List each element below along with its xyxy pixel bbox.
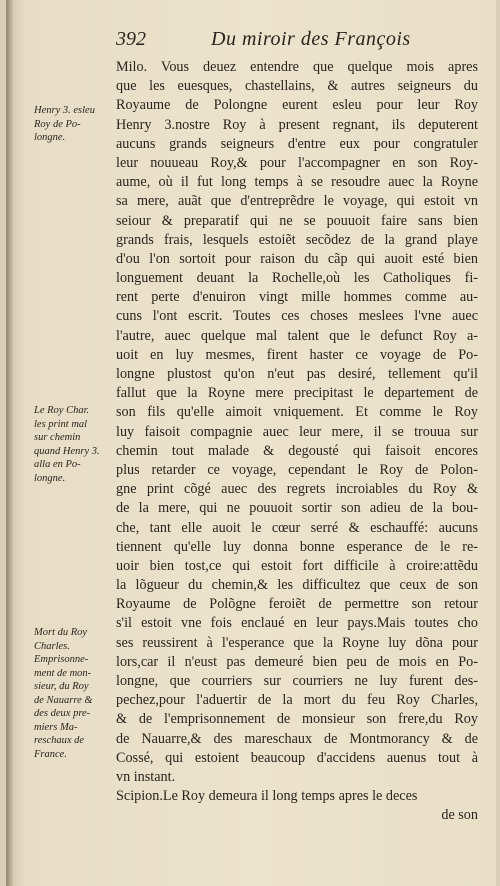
body-line: Henry 3.nostre Roy à present regnant, ils deputerent: [116, 116, 478, 133]
body-line: Milo. Vous deuez entendre que quelque mois apres: [116, 59, 478, 75]
book-page: [6, 0, 496, 886]
body-line: chemin tout malade & degousté qui faisoit encores: [116, 442, 478, 459]
margin-note-line: reschaux de: [34, 735, 85, 746]
body-line: seiour & preparatif qui ne se pouuoit faire sans bien: [116, 212, 478, 229]
body-line: uoit en luy mesmes, firent haster ce voyage de Po-: [116, 346, 478, 363]
margin-note-line: Emprisonne-: [34, 654, 89, 665]
body-line: son fils qu'elle aimoit vniquement. Et comme le Roy: [116, 404, 478, 421]
body-line: d'ou l'on sortoit pour raison du cãp qui auoit esté bien: [116, 250, 478, 267]
body-line: rent perte d'enuiron vingt mille hommes comme au-: [116, 289, 478, 306]
margin-note-line: Mort du Roy: [34, 627, 88, 638]
body-line: cuns l'ont escrit. Toutes ces choses meslees l'vne auec: [116, 308, 478, 325]
body-line: sa mere, auãt que d'entreprẽdre le voyage, qui estoit vn: [116, 193, 478, 210]
body-text: [116, 58, 478, 826]
margin-note-line: quand Henry 3.: [34, 445, 100, 457]
body-line: uoir bien tost,ce qui estoit fort difficile à croire:attẽdu: [116, 557, 478, 574]
body-line: de la mere, qui ne pouuoit sortir son adieu de la bou-: [116, 500, 478, 517]
margin-note-line: Henry 3. esleu: [34, 105, 95, 116]
margin-note-line: de Nauarre &: [34, 694, 93, 706]
margin-note-line: longne.: [34, 132, 66, 143]
body-line: que les euesques, chastellains, & autres seigneurs du: [116, 78, 478, 95]
body-line: longne plustost qu'on n'eut pas desiré, tellement qu'il: [116, 366, 478, 382]
body-line: la lõgueur du chemin,& les difficultez que ceux de son: [116, 577, 478, 594]
margin-note-line: ment de mon-: [34, 667, 92, 679]
body-line: lors,car il n'eust pas demeuré bien peu de mois en Po-: [116, 653, 478, 670]
body-line: tiennent qu'elle luy donna bonne esperance de le re-: [116, 538, 478, 555]
body-line: luy faisoit compagnie auec leur mere, il se trouua sur: [116, 423, 478, 440]
margin-note-line: longne.: [34, 472, 66, 484]
body-line: grands frais, lesquels estoiẽt secõdez de la grand playe: [116, 231, 478, 248]
body-line: l'autre, auec quelque mal talent que le defunct Roy a-: [116, 327, 478, 344]
running-head: Du miroir des François: [211, 28, 411, 50]
body-line: Royaume de Polõgne feroiẽt de permettre son retour: [116, 596, 478, 613]
margin-note-line: Charles.: [34, 640, 70, 652]
page-gutter: [6, 0, 13, 886]
body-line: de Nauarre,& des mareschaux de Montmorancy & de: [116, 730, 478, 747]
margin-note-line: miers Ma-: [34, 721, 78, 733]
body-line: leur nouueau Roy,& pour l'accompagner en son Roy-: [116, 154, 478, 171]
body-line: ses reussirent à l'esperance que la Royne luy dõna pour: [116, 634, 478, 651]
margin-note-line: Roy de Po-: [34, 118, 81, 130]
body-line: fallut que la Royne mere precipitast le departement de: [116, 385, 478, 402]
margin-note-death-of-charles: [34, 626, 114, 761]
margin-note-line: alla en Po-: [34, 459, 81, 470]
body-line: vn instant.: [116, 768, 176, 785]
body-line: s'il estoit vne fois enclaué en leur pays.Mais toutes cho: [116, 615, 478, 632]
body-line: longne, que courriers sur courriers ne luy furent des-: [116, 673, 478, 689]
margin-note-henry-elected: [34, 104, 114, 145]
body-line: de son: [441, 807, 478, 824]
body-line: longuement deuant la Rochelle,où les Catholiques fi-: [116, 270, 478, 287]
margin-note-line: les print mal: [34, 418, 88, 430]
body-line: aucuns grands seigneurs d'entre eux pour congratuler: [116, 135, 478, 152]
page-number: 392: [116, 28, 146, 50]
body-line: pechez,pour l'aduertir de la mort du feu Roy Charles,: [116, 692, 478, 709]
margin-note-king-charles-ill: [34, 404, 114, 485]
margin-note-line: sieur, du Roy: [34, 681, 89, 692]
margin-note-line: France.: [34, 748, 67, 760]
body-line: Scipion.Le Roy demeura il long temps apres le deces: [116, 788, 418, 805]
margin-note-line: des deux pre-: [34, 708, 91, 719]
body-line: aume, où il fut long temps à se resoudre auec la Royne: [116, 174, 478, 191]
body-line: gne print cõgé auec des regrets incroiables du Roy &: [116, 481, 478, 498]
margin-note-line: sur chemin: [34, 432, 81, 443]
body-line: & de l'emprisonnement de monsieur son frere,du Roy: [116, 711, 478, 728]
body-line: che, tant elle auoit le cœur serré & eschauffé: aucuns: [116, 519, 478, 536]
body-line: Cossé, qui estoient beaucoup d'accidens auenus tout à: [116, 749, 478, 766]
margin-note-line: Le Roy Char.: [34, 405, 90, 416]
body-line: Royaume de Polongne eurent esleu pour leur Roy: [116, 97, 478, 114]
page-header: [116, 28, 486, 52]
body-line: plus retarder ce voyage, cependant le Roy de Polon-: [116, 461, 478, 478]
